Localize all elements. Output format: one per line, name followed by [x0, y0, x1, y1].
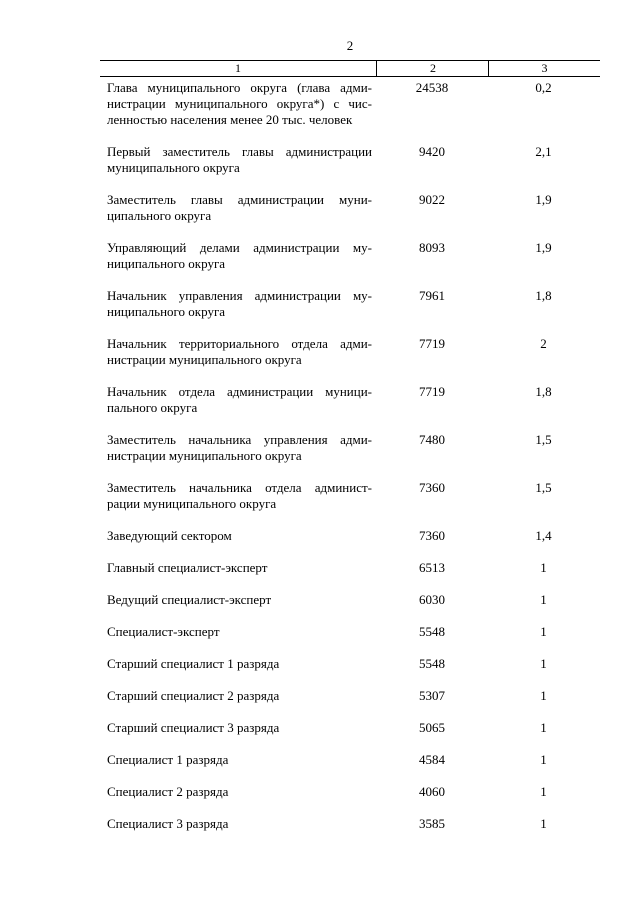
position-name-line: ниципального округа — [107, 304, 226, 319]
position-name-line: муниципального округа — [107, 160, 240, 175]
position-name-line: Специалист 1 разряда — [107, 752, 229, 767]
coefficient-value: 1,8 — [535, 384, 552, 399]
position-name-line: Заместитель главы администрации муни- — [107, 192, 372, 207]
position-name-line: Управляющий делами администрации му- — [107, 240, 372, 255]
salary-value: 9022 — [419, 192, 445, 207]
salary-value: 6513 — [419, 560, 445, 575]
position-name-line: Специалист-эксперт — [107, 624, 220, 639]
position-name-line: Заместитель начальника отдела админист- — [107, 480, 372, 495]
position-name-line: Старший специалист 1 разряда — [107, 656, 280, 671]
coefficient-value: 1 — [540, 624, 547, 639]
salary-value: 9420 — [419, 144, 445, 159]
coefficient-value: 1 — [540, 752, 547, 767]
position-name — [107, 560, 372, 576]
header-col-2: 2 — [376, 61, 489, 76]
coefficient-value: 1 — [540, 560, 547, 575]
position-name-line: ленностью населения менее 20 тыс. человек — [107, 112, 353, 127]
salary-value: 7961 — [419, 288, 445, 303]
coefficient-value: 1 — [540, 816, 547, 831]
position-name-line: ципального округа — [107, 208, 212, 223]
salary-value: 5548 — [419, 624, 445, 639]
position-name-line: Начальник управления администрации му- — [107, 288, 372, 303]
position-name-line: Первый заместитель главы администрации — [107, 144, 372, 159]
coefficient-value: 1,8 — [535, 288, 552, 303]
position-name-line: рации муниципального округа — [107, 496, 277, 511]
salary-value: 6030 — [419, 592, 445, 607]
salary-value: 5307 — [419, 688, 445, 703]
position-name — [107, 192, 372, 224]
salary-value: 4060 — [419, 784, 445, 799]
coefficient-value: 1 — [540, 720, 547, 735]
header-col-1: 1 — [235, 61, 241, 75]
coefficient-value: 1 — [540, 784, 547, 799]
coefficient-value: 1,5 — [535, 432, 552, 447]
coefficient-value: 2,1 — [535, 144, 552, 159]
salary-value: 5548 — [419, 656, 445, 671]
salary-value: 7719 — [419, 336, 445, 351]
position-name-line: нистрации муниципального округа — [107, 448, 302, 463]
position-name-line: ниципального округа — [107, 256, 226, 271]
salary-value: 7360 — [419, 480, 445, 495]
salary-value: 7719 — [419, 384, 445, 399]
position-name — [107, 384, 372, 416]
page-number: 2 — [346, 38, 354, 53]
position-name — [107, 816, 372, 832]
position-name — [107, 528, 372, 544]
coefficient-value: 1,5 — [535, 480, 552, 495]
position-name-line: Специалист 3 разряда — [107, 816, 229, 831]
salary-value: 5065 — [419, 720, 445, 735]
coefficient-value: 1 — [540, 592, 547, 607]
salary-value: 3585 — [419, 816, 445, 831]
position-name — [107, 480, 372, 512]
position-name — [107, 784, 372, 800]
coefficient-value: 2 — [540, 336, 547, 351]
position-name-line: Начальник территориального отдела адми- — [107, 336, 372, 351]
position-name-line: Старший специалист 2 разряда — [107, 688, 280, 703]
position-name — [107, 720, 372, 736]
position-name — [107, 240, 372, 272]
coefficient-value: 0,2 — [535, 80, 552, 95]
coefficient-value: 1,4 — [535, 528, 552, 543]
position-name-line: Заместитель начальника управления адми- — [107, 432, 372, 447]
position-name-line: Старший специалист 3 разряда — [107, 720, 280, 735]
position-name — [107, 432, 372, 464]
position-name-line: пального округа — [107, 400, 198, 415]
salary-value: 7360 — [419, 528, 445, 543]
coefficient-value: 1 — [540, 688, 547, 703]
salary-value: 4584 — [419, 752, 445, 767]
table-header — [100, 60, 600, 77]
position-name-line: нистрации муниципального округа*) с чис- — [107, 96, 372, 111]
coefficient-value: 1,9 — [535, 192, 552, 207]
salary-value: 24538 — [415, 80, 449, 95]
header-col-3: 3 — [488, 61, 600, 76]
position-name-line: Начальник отдела администрации муници- — [107, 384, 372, 399]
position-name — [107, 688, 372, 704]
position-name — [107, 656, 372, 672]
position-name-line: Специалист 2 разряда — [107, 784, 229, 799]
position-name — [107, 624, 372, 640]
position-name — [107, 592, 372, 608]
position-name — [107, 144, 372, 176]
position-name — [107, 288, 372, 320]
position-name-line: Ведущий специалист-эксперт — [107, 592, 272, 607]
salary-value: 8093 — [419, 240, 445, 255]
position-name-line: Главный специалист-эксперт — [107, 560, 268, 575]
coefficient-value: 1 — [540, 656, 547, 671]
position-name-line: нистрации муниципального округа — [107, 352, 302, 367]
position-name — [107, 752, 372, 768]
position-name-line: Заведующий сектором — [107, 528, 232, 543]
coefficient-value: 1,9 — [535, 240, 552, 255]
position-name — [107, 336, 372, 368]
position-name-line: Глава муниципального округа (глава адми- — [107, 80, 372, 95]
salary-value: 7480 — [419, 432, 445, 447]
position-name — [107, 80, 372, 128]
